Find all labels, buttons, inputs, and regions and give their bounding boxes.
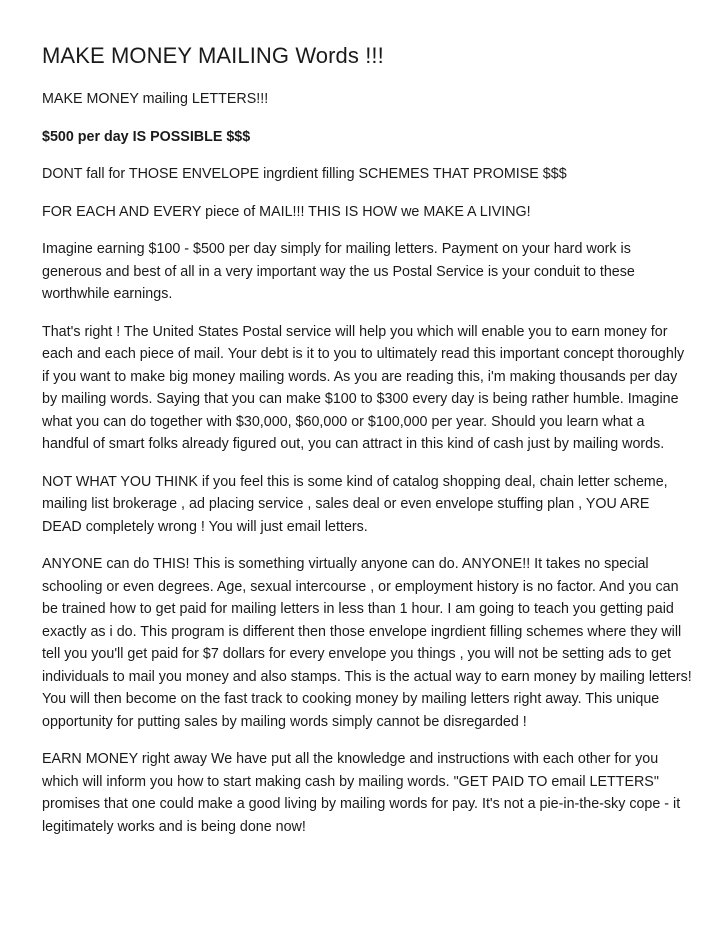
paragraph: DONT fall for THOSE ENVELOPE ingrdient filling SCHEMES THAT PROMISE $$$ bbox=[42, 166, 567, 182]
paragraph: Imagine earning $100 - $500 per day simply for mailing letters. Payment on your hard work is generous and best of all in a very important way the us Postal Service is your conduit to these worthwhile earnings. bbox=[42, 241, 635, 302]
paragraph: MAKE MONEY mailing LETTERS!!! bbox=[42, 91, 269, 107]
paragraph: NOT WHAT YOU THINK if you feel this is some kind of catalog shopping deal, chain letter scheme, mailing list brokerage , ad placing service , sales deal or even envelope stuffing plan , YOU ARE DEAD completely wrong ! You will just email letters. bbox=[42, 473, 668, 535]
paragraph: That's right ! The United States Postal service will help you which will enable you to earn money for each and each piece of mail. Your debt is it to you to ultimately read this important concept thoroughly if you want to make big money mailing words. As you are reading this, i'm making thousands per day by mailing words. Saying that you can make $100 to $300 every day is being rather humble. Imagine what you can do together with $30,000, $60,000 or $100,000 per year. Should you learn what a handful of smart folks already figured out, you can attract in this kind of cash just by mailing words. bbox=[42, 323, 685, 452]
paragraph-bold: $500 per day IS POSSIBLE $$$ bbox=[42, 128, 251, 145]
paragraph: EARN MONEY right away We have put all the knowledge and instructions with each other for you which will inform you how to start making cash by mailing words. "GET PAID TO email LETTERS" promises that one could make a good living by mailing words for pay. It's not a pie-in-the-sky cope - it legitimately works and is being done now! bbox=[42, 751, 681, 835]
document-page bbox=[42, 42, 692, 853]
paragraph: ANYONE can do THIS! This is something virtually anyone can do. ANYONE!! It takes no special schooling or even degrees. Age, sexual intercourse , or employment history is no factor. And you can be trained how to get paid for mailing letters in less than 1 hour. I am going to teach you getting paid exactly as i do. This program is different then those envelope ingrdient filling schemes where they will tell you you'll get paid for $7 dollars for every envelope you things , you will not be setting ads to get individuals to mail you money and also stamps. This is the actual way to earn money by mailing letters! You will then become on the fast track to cooking money by mailing letters right away. This unique opportunity for putting sales by mailing words simply cannot be disregarded ! bbox=[42, 556, 692, 730]
paragraph: FOR EACH AND EVERY piece of MAIL!!! THIS IS HOW we MAKE A LIVING! bbox=[42, 203, 531, 220]
document-title: MAKE MONEY MAILING Words !!! bbox=[42, 43, 384, 68]
